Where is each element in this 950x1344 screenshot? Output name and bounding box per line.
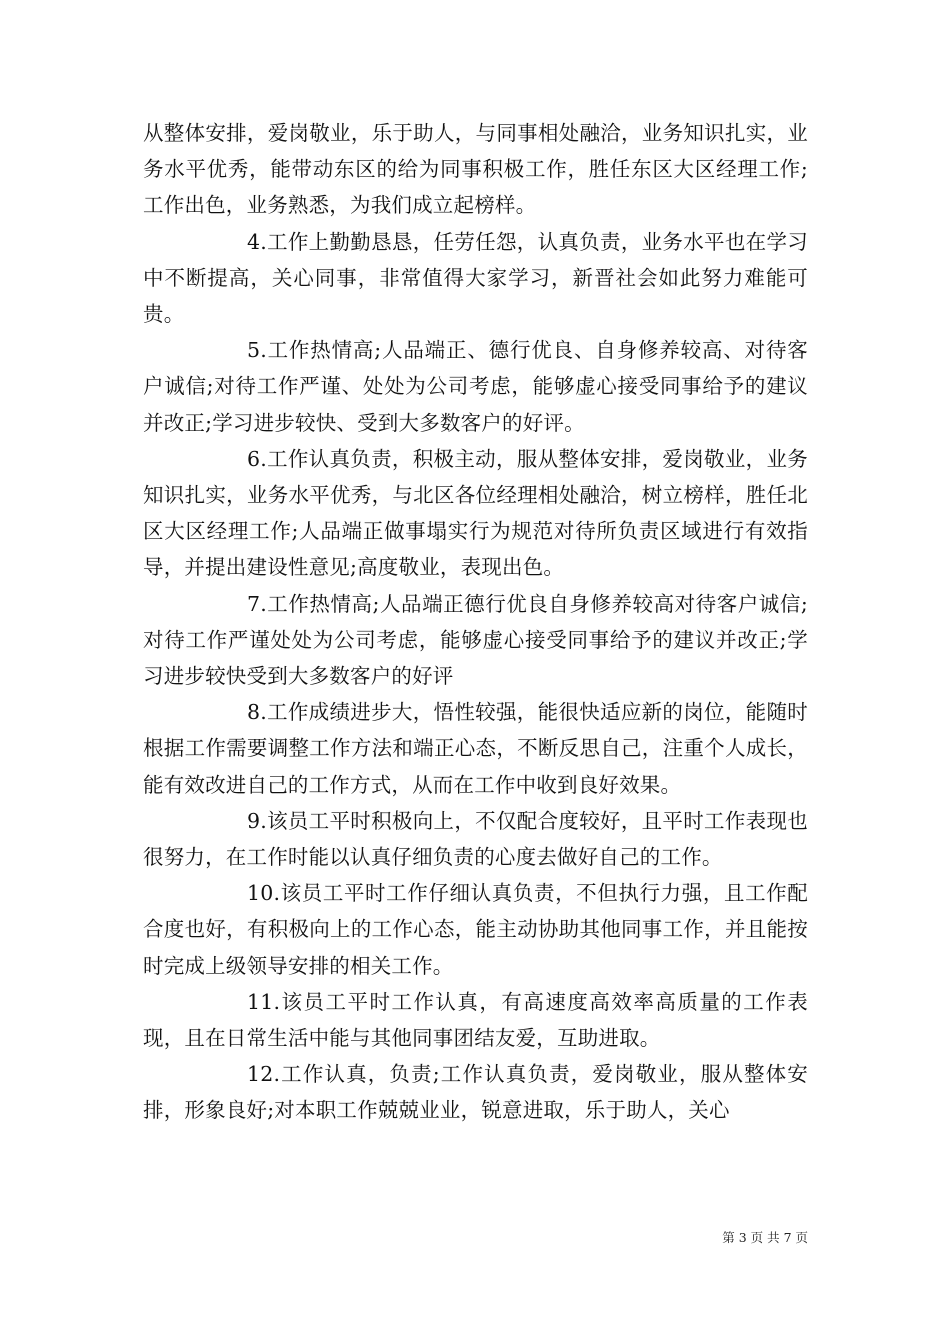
document-body — [143, 115, 808, 1129]
paragraph-10: 12.工作认真，负责;工作认真负责，爱岗敬业，服从整体安排，形象良好;对本职工作兢兢业业，锐意进取，乐于助人，关心 — [143, 1062, 808, 1123]
paragraph-4: 6.工作认真负责，积极主动，服从整体安排，爱岗敬业，业务知识扎实，业务水平优秀，与北区各位经理相处融洽，树立榜样，胜任北区大区经理工作;人品端正做事塌实行为规范对待所负责区域进行有效指导，并提出建设性意见;高度敬业，表现出色。 — [143, 446, 808, 580]
paragraph-1: 从整体安排，爱岗敬业，乐于助人，与同事相处融洽，业务知识扎实，业务水平优秀，能带动东区的给为同事积极工作，胜任东区大区经理工作;工作出色，业务熟悉，为我们成立起榜样。 — [143, 121, 808, 218]
paragraph-5: 7.工作热情高;人品端正德行优良自身修养较高对待客户诚信;对待工作严谨处处为公司考虑，能够虚心接受同事给予的建议并改正;学习进步较快受到大多数客户的好评 — [143, 591, 808, 689]
paragraph-6: 8.工作成绩进步大，悟性较强，能很快适应新的岗位，能随时根据工作需要调整工作方法和端正心态，不断反思自己，注重个人成长，能有效改进自己的工作方式，从而在工作中收到良好效果。 — [143, 700, 808, 797]
paragraph-8: 10.该员工平时工作仔细认真负责，不但执行力强，且工作配合度也好，有积极向上的工作心态，能主动协助其他同事工作，并且能按时完成上级领导安排的相关工作。 — [143, 881, 808, 978]
paragraph-2: 4.工作上勤勤恳恳，任劳任怨，认真负责，业务水平也在学习中不断提高，关心同事，非常值得大家学习，新晋社会如此努力难能可贵。 — [143, 229, 808, 327]
paragraph-3: 5.工作热情高;人品端正、德行优良、自身修养较高、对待客户诚信;对待工作严谨、处处为公司考虑，能够虚心接受同事给予的建议并改正;学习进步较快、受到大多数客户的好评。 — [143, 338, 808, 435]
paragraph-7: 9.该员工平时积极向上，不仅配合度较好，且平时工作表现也很努力，在工作时能以认真仔细负责的心度去做好自己的工作。 — [143, 808, 808, 870]
paragraph-9: 11.该员工平时工作认真，有高速度高效率高质量的工作表现，且在日常生活中能与其他同事团结友爱，互助进取。 — [143, 989, 808, 1051]
page-number-footer: 第 3 页 共 7 页 — [722, 1230, 808, 1245]
